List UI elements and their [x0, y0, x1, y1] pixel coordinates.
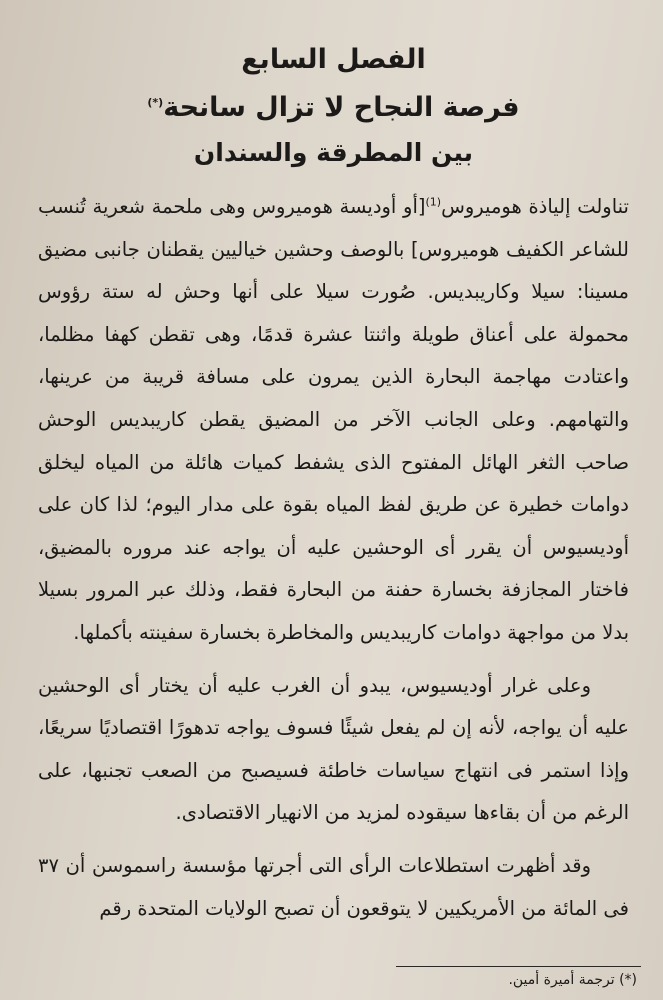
chapter-title	[38, 88, 629, 128]
footnote: (*) ترجمة أميرة أمين.	[508, 972, 637, 988]
paragraph-1-rest: [أو أوديسة هوميروس وهى ملحمة شعرية تُنسب للشاعر الكفيف هوميروس] بالوصف وحشين خياليين يقطنان جانبى مضيق مسينا: سيلا وكاريبديس. صُورت سيلا على أنها وحش له ستة رؤوس محمولة على أعناق طويلة واثنتا عشرة قدمًا، وهى تقطن كهفا مظلما، واعتادت مهاجمة البحارة الذين يمرون على مسافة قريبة من عرينها، والتهامهم. وعلى الجانب الآخر من المضيق يقطن كاريبديس الوحش صاحب الثغر الهائل المفتوح الذى يشفط كميات هائلة من المياه ليخلق دوامات خطيرة عن طريق لفظ المياه بقوة على مدار اليوم؛ لذا كان على أوديسيوس أن يقرر أى الوحشين عليه أن يواجه عند مروره بالمضيق، فاختار المجازفة بخسارة حفنة من البحارة فقط، وذلك عبر المرور بسيلا بدلا من مواجهة دوامات كاريبديس والمخاطرة بخسارة سفينته بأكملها.	[38, 195, 629, 644]
section-subtitle: بين المطرقة والسندان	[193, 138, 474, 167]
paragraph-1-start: تناولت إلياذة هوميروس	[441, 195, 629, 218]
footnote-divider	[396, 966, 641, 967]
chapter-title-text: فرصة النجاح لا تزال سانحة	[163, 92, 520, 123]
chapter-heading: الفصل السابع	[241, 44, 426, 75]
paragraph-2: وعلى غرار أوديسيوس، يبدو أن الغرب عليه أن يختار أى الوحشين عليه أن يواجه، لأنه إن لم يفعل شيئًا فسوف يواجه تدهورًا اقتصاديًا سريعًا، وإذا استمر فى انتهاج سياسات خاطئة فسيصبح من الصعب تجنبها، على الرغم من أن بقاءها سيقوده لمزيد من الانهيار الاقتصادى.	[38, 673, 629, 825]
title-note-mark: (*)	[147, 96, 164, 109]
paragraph-1	[38, 186, 629, 655]
paragraph-3: وقد أظهرت استطلاعات الرأى التى أجرتها مؤسسة راسموسن أن ٣٧ فى المائة من الأمريكيين لا يتوقعون أن تصبح الولايات المتحدة رقم	[38, 853, 629, 920]
note-mark-1: (1)	[425, 195, 442, 209]
page-body	[38, 40, 629, 930]
